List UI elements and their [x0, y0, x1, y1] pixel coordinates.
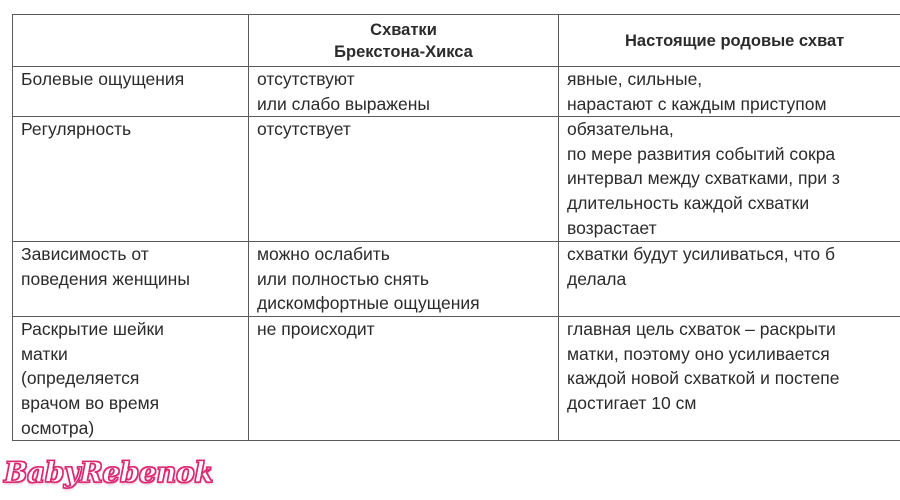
comparison-table: [12, 14, 900, 441]
cell-line: Раскрытие шейки: [21, 319, 164, 340]
header-text-line: Схватки: [370, 20, 437, 39]
cell-line: Болевые ощущения: [21, 69, 185, 89]
row-label-cell: [13, 67, 249, 117]
real-cell: [559, 317, 900, 441]
cell-line: матки: [21, 343, 68, 364]
real-cell: [559, 242, 900, 317]
cell-line: интервал между схватками, при з: [567, 168, 840, 189]
cell-line: главная цель схваток – раскрыти: [567, 319, 836, 340]
table-row: [13, 117, 900, 242]
cell-line: по мере развития событий сокра: [567, 143, 836, 164]
table-header-row: [13, 15, 900, 67]
braxton-cell: [249, 242, 559, 317]
braxton-cell: [249, 67, 559, 117]
header-real-contractions: [559, 15, 900, 67]
cell-line: обязательна,: [567, 119, 674, 140]
row-label-cell: [13, 242, 249, 317]
cell-line: осмотра): [21, 417, 95, 438]
real-cell: [559, 67, 900, 117]
cell-line: или полностью снять: [257, 268, 429, 289]
table-row: [13, 67, 900, 117]
table-row: [13, 242, 900, 317]
cell-line: Регулярность: [21, 119, 132, 140]
braxton-cell: [249, 117, 559, 242]
table-row: [13, 317, 900, 441]
cell-line: делала: [567, 268, 627, 289]
cell-line: или слабо выражены: [257, 93, 430, 114]
cell-line: Зависимость от: [21, 244, 149, 265]
cell-line: матки, поэтому оно усиливается: [567, 343, 830, 364]
cell-line: можно ослабить: [257, 244, 390, 265]
row-label-cell: [13, 117, 249, 242]
braxton-cell: [249, 317, 559, 441]
cell-line: (определяется: [21, 368, 140, 389]
cell-line: каждой новой схваткой и постепе: [567, 368, 840, 389]
cell-line: дискомфортные ощущения: [257, 293, 480, 314]
header-empty-cell: [13, 15, 249, 67]
cell-line: возрастает: [567, 217, 657, 238]
cell-line: отсутствует: [257, 119, 351, 140]
cell-line: отсутствуют: [257, 69, 355, 89]
cell-line: достигает 10 см: [567, 392, 697, 413]
cell-line: поведения женщины: [21, 268, 190, 289]
real-cell: [559, 117, 900, 242]
cell-line: длительность каждой схватки: [567, 192, 810, 213]
cell-line: схватки будут усиливаться, что б: [567, 244, 836, 265]
row-label-cell: [13, 317, 249, 441]
babyrebenok-logo: BabyRebenok: [4, 456, 214, 489]
header-text-line: Настоящие родовые схват: [625, 31, 845, 50]
cell-line: не происходит: [257, 319, 375, 340]
header-text-line: Брекстона-Хикса: [334, 42, 473, 61]
header-braxton-hicks: [249, 15, 559, 67]
cell-line: нарастают с каждым приступом: [567, 93, 827, 114]
cell-line: явные, сильные,: [567, 69, 703, 89]
cell-line: врачом во время: [21, 392, 160, 413]
